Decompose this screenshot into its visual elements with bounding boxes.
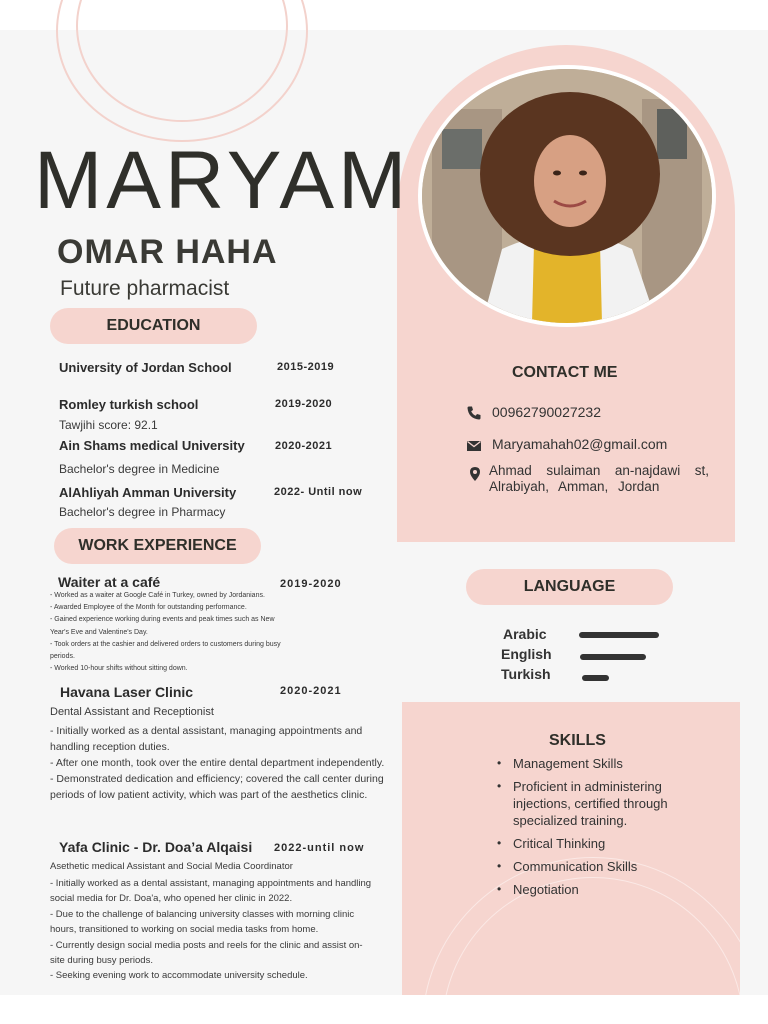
contact-email: Maryamahah02@gmail.com [492, 436, 668, 452]
language-name: Arabic [503, 626, 547, 642]
skill-item: • Proficient in administering injections, certified through specialized training. [497, 778, 697, 829]
education-detail: Bachelor's degree in Medicine [59, 462, 220, 476]
job-role: Dental Assistant and Receptionist [50, 706, 214, 718]
language-level-bar [579, 632, 659, 638]
education-heading: EDUCATION [50, 308, 257, 344]
language-name: Turkish [501, 666, 551, 682]
job-title: Havana Laser Clinic [60, 684, 194, 700]
phone-icon [466, 405, 482, 421]
skills-heading: SKILLS [549, 732, 606, 749]
contact-phone: 00962790027232 [492, 404, 602, 420]
job-tagline: Future pharmacist [60, 277, 230, 300]
job-years: 2020-2021 [280, 685, 342, 697]
education-school: Ain Shams medical University [59, 438, 245, 453]
education-years: 2020-2021 [275, 440, 333, 452]
job-title: Waiter at a café [58, 574, 161, 590]
job-description: - Initially worked as a dental assistant, managing appointments and handling reception duties. - After one month, took over the entire dental department independently. - Demonstrated dedication and efficiency; covered the call center during periods of low patient activity, which was part of the aesthetics clinic. [50, 725, 385, 801]
contact-address: Ahmad sulaiman an-najdawi st, Alrabiyah, Amman, Jordan [489, 463, 709, 494]
education-school: AlAhliyah Amman University [59, 485, 237, 500]
skill-item: • Negotiation [497, 881, 697, 898]
education-detail: Bachelor's degree in Pharmacy [59, 505, 226, 519]
education-detail: Tawjihi score: 92.1 [59, 418, 158, 432]
location-pin-icon [467, 466, 483, 482]
language-level-bar [580, 654, 646, 660]
skill-item: • Critical Thinking [497, 835, 697, 852]
job-title: Yafa Clinic - Dr. Doa’a Alqaisi [59, 839, 253, 855]
contact-heading: CONTACT ME [512, 364, 618, 381]
profile-photo [418, 65, 716, 327]
mail-icon [466, 438, 482, 454]
education-school: University of Jordan School [59, 360, 232, 375]
education-school: Romley turkish school [59, 397, 199, 412]
job-years: 2022-until now [274, 842, 365, 854]
profile-photo-illustration [422, 69, 712, 323]
job-years: 2019-2020 [280, 578, 342, 590]
skill-item: • Communication Skills [497, 858, 697, 875]
job-description: - Initially worked as a dental assistant, managing appointments and handling social media for Dr. Doa'a, who opened her clinic in 2022. - Due to the challenge of balancing university classes with morning clinic hours, transitioned to working on social media tasks from home. - Currently design social media posts and reels for the clinic and assist on-site during busy periods. - Seeking evening work to accommodate university schedule. [50, 878, 372, 982]
education-years: 2015-2019 [277, 361, 335, 373]
skill-item: • Management Skills [497, 755, 697, 772]
education-years: 2022- Until now [274, 486, 363, 498]
first-name: MARYAM [34, 135, 411, 226]
work-experience-heading: WORK EXPERIENCE [54, 528, 261, 564]
language-heading: LANGUAGE [466, 569, 673, 605]
skills-list [497, 755, 697, 904]
last-name: OMAR HAHA [57, 233, 278, 271]
job-role: Asethetic medical Assistant and Social Media Coordinator [50, 861, 293, 872]
language-name: English [501, 646, 552, 662]
language-level-bar [582, 675, 609, 681]
job-description: - Worked as a waiter at Google Café in Turkey, owned by Jordanians. - Awarded Employee of the Month for outstanding performance. - Gained experience working during events and peak times such as New Year's Eve and Valentine's Day. - Took orders at the cashier and delivered orders to customers during busy periods. - Worked 10-hour shifts without sitting down. [50, 592, 281, 673]
education-years: 2019-2020 [275, 398, 333, 410]
